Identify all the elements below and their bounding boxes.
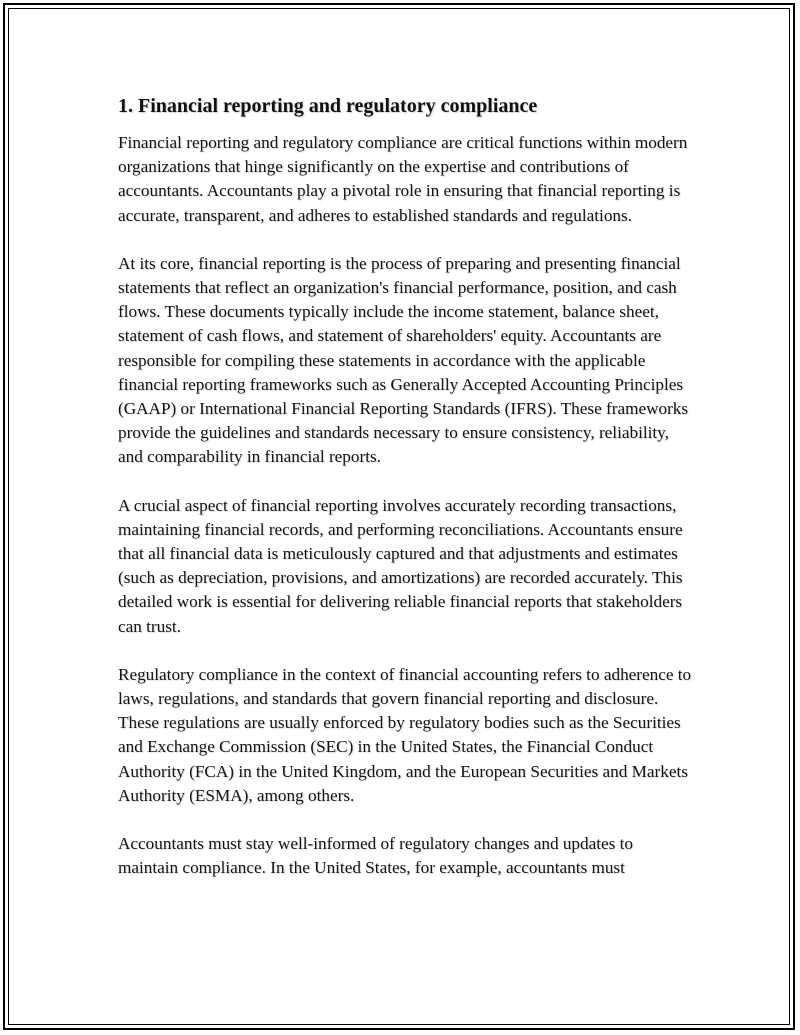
document-body <box>118 93 692 904</box>
paragraph-regulatory-changes: Accountants must stay well-informed of regulatory changes and updates to maintain compliance. In the United States, for example, accountants must <box>118 834 634 878</box>
paragraph-financial-reporting-core: At its core, financial reporting is the process of preparing and presenting financial statements that reflect an organization's financial performance, position, and cash flows. These documents typically include the income statement, balance sheet, statement of cash flows, and statement of shareholders' equity. Accountants are responsible for compiling these statements in accordance with the applicable financial reporting frameworks such as Generally Accepted Accounting Principles (GAAP) or International Financial Reporting Standards (IFRS). These frameworks provide the guidelines and standards necessary to ensure consistency, reliability, and comparability in financial reports. <box>118 253 689 467</box>
paragraph-intro: Financial reporting and regulatory compliance are critical functions within modern organizations that hinge significantly on the expertise and contributions of accountants. Accountants play a pivotal role in ensuring that financial reporting is accurate, transparent, and adheres to established standards and regulations. <box>118 133 688 225</box>
section-heading: 1. Financial reporting and regulatory compliance <box>118 95 538 117</box>
paragraph-recording-transactions: A crucial aspect of financial reporting involves accurately recording transactions, maintaining financial records, and performing reconciliations. Accountants ensure that all financial data is meticulously captured and that adjustments and estimates (such as depreciation, provisions, and amortizations) are recorded accurately. This detailed work is essential for delivering reliable financial reports that stakeholders can trust. <box>118 495 683 636</box>
paragraph-regulatory-compliance: Regulatory compliance in the context of financial accounting refers to adherence to laws, regulations, and standards that govern financial reporting and disclosure. These regulations are usually enforced by regulatory bodies such as the Securities and Exchange Commission (SEC) in the United States, the Financial Conduct Authority (FCA) in the United Kingdom, and the European Securities and Markets Authority (ESMA), among others. <box>118 664 692 805</box>
